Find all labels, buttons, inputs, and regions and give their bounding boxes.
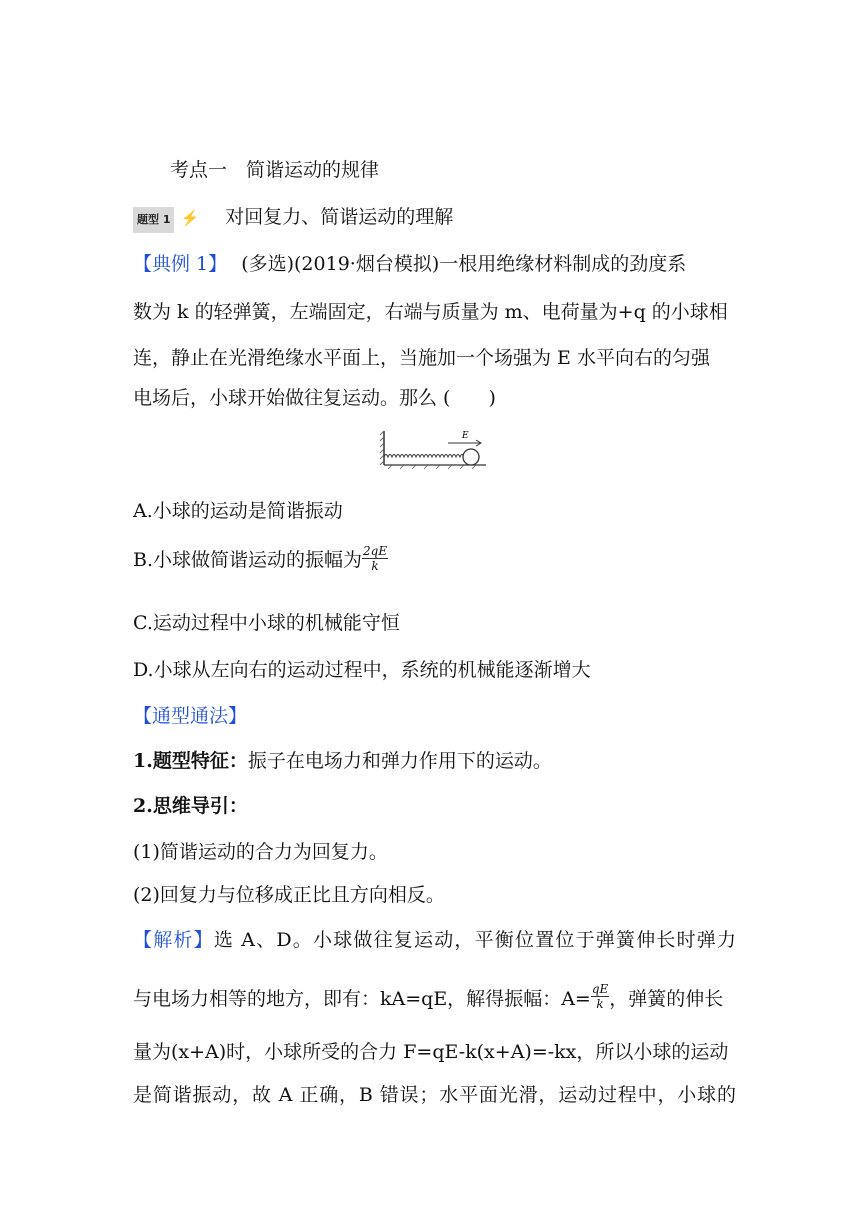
guide-label: 2.思维导引： bbox=[133, 795, 248, 817]
analysis-line-2 bbox=[133, 981, 724, 1011]
type-title-row bbox=[133, 205, 453, 233]
type-title: 对回复力、简谐运动的理解 bbox=[225, 206, 454, 228]
option-b-fraction bbox=[362, 544, 388, 573]
option-d: D.小球从左向右的运动过程中，系统的机械能逐渐增大 bbox=[133, 659, 591, 681]
guide-item-2: (2)回复力与位移成正比且方向相反。 bbox=[133, 884, 445, 906]
spring-figure-svg bbox=[378, 425, 488, 469]
example-tag: 【典例 1】 bbox=[133, 253, 228, 275]
analysis-line-3: 量为(x+A)时，小球所受的合力 F=qE-k(x+A)=-kx，所以小球的运动 bbox=[133, 1041, 729, 1063]
analysis-text-2a: 与电场力相等的地方，即有：kA=qE，解得振幅：A= bbox=[133, 988, 591, 1010]
guide-item-1: (1)简谐运动的合力为回复力。 bbox=[133, 841, 388, 863]
amplitude-fraction bbox=[591, 982, 609, 1011]
analysis-tag: 【解析】 bbox=[133, 929, 214, 951]
analysis-text-2b: ，弹簧的伸长 bbox=[609, 988, 724, 1010]
analysis-text-1: 选 A、D。小球做往复运动，平衡位置位于弹簧伸长时弹力 bbox=[213, 929, 736, 951]
analysis-line-1 bbox=[133, 928, 736, 952]
feature-text: 振子在电场力和弹力作用下的运动。 bbox=[247, 750, 552, 772]
amplitude-denominator: k bbox=[596, 996, 604, 1011]
example-line-3: 连，静止在光滑绝缘水平面上，当施加一个场强为 E 水平向右的匀强 bbox=[133, 347, 710, 369]
feature-label: 1.题型特征： bbox=[133, 750, 248, 772]
option-b bbox=[133, 543, 388, 573]
option-b-text: B.小球做简谐运动的振幅为 bbox=[133, 549, 363, 571]
option-b-numerator: 2qE bbox=[363, 543, 388, 558]
option-b-denominator: k bbox=[371, 558, 379, 573]
section-heading: 考点一 简谐运动的规律 bbox=[170, 159, 380, 181]
option-c: C.运动过程中小球的机械能守恒 bbox=[133, 612, 400, 634]
lightning-icon: ⚡ bbox=[180, 209, 200, 227]
example-text-1: (多选)(2019·烟台模拟)一根用绝缘材料制成的劲度系 bbox=[241, 253, 687, 275]
amplitude-numerator: qE bbox=[591, 981, 609, 996]
example-line-2: 数为 k 的轻弹簧，左端固定，右端与质量为 m、电荷量为+q 的小球相 bbox=[133, 301, 728, 323]
feature-line bbox=[133, 749, 552, 773]
field-label: E bbox=[462, 431, 469, 441]
example-line-1 bbox=[133, 252, 686, 276]
spring-ball-figure bbox=[378, 425, 488, 469]
option-a: A.小球的运动是简谐振动 bbox=[133, 500, 343, 522]
example-line-4: 电场后，小球开始做往复运动。那么 ( ) bbox=[133, 387, 496, 409]
method-tag: 【通型通法】 bbox=[133, 705, 248, 727]
type-badge: 题型 1 bbox=[133, 207, 174, 233]
analysis-line-4: 是简谐振动，故 A 正确，B 错误；水平面光滑，运动过程中，小球的 bbox=[133, 1084, 736, 1106]
